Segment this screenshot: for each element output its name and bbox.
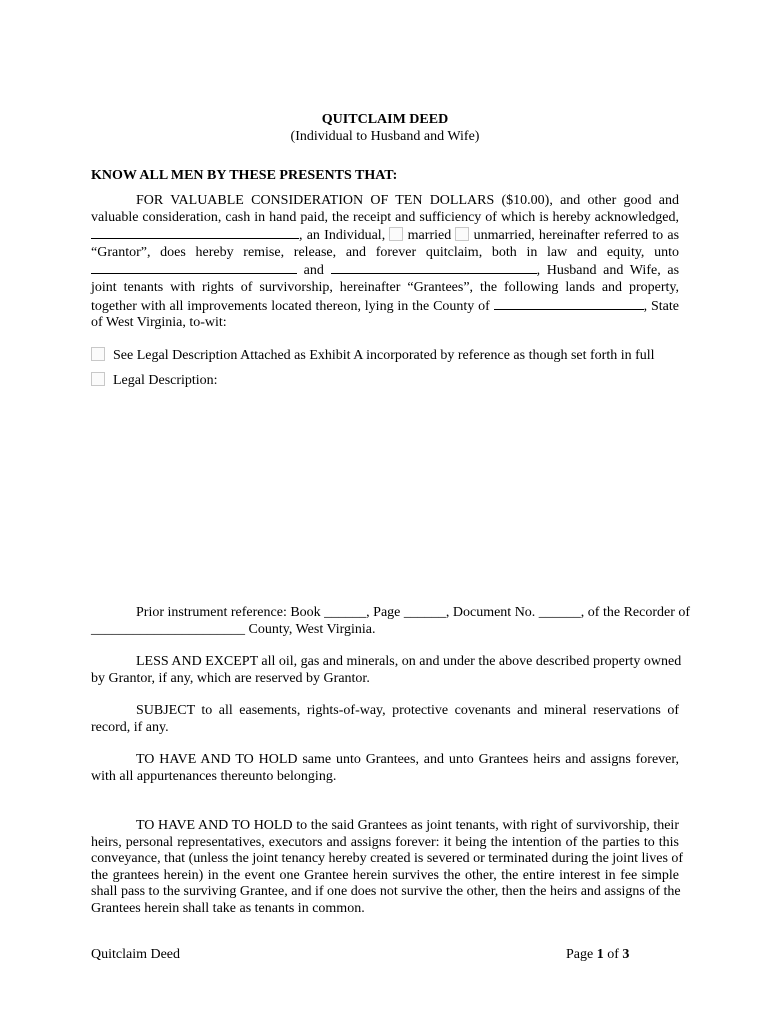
para-line: TO HAVE AND TO HOLD to the said Grantees as joint tenants, with right of survivorship, their xyxy=(136,818,679,833)
para-line: the grantees herein) in the event one Grantee herein survives the other, the entire interest in fee simple xyxy=(91,867,679,883)
para-line: TO HAVE AND TO HOLD same unto Grantees, and unto Grantees heirs and assigns forever, xyxy=(136,752,679,767)
exhibit-a-checkbox[interactable] xyxy=(91,347,105,361)
document-title: QUITCLAIM DEED xyxy=(321,112,449,127)
para-text: and xyxy=(303,263,324,279)
para-text: , an Individual, xyxy=(299,228,386,244)
unmarried-checkbox[interactable] xyxy=(455,227,469,241)
para-line xyxy=(91,297,679,316)
prior-instrument-paragraph xyxy=(91,605,691,638)
para-line: joint tenants with rights of survivorship, hereinafter “Grantees”, the following lands and property, xyxy=(91,279,679,295)
grantor-name-field[interactable] xyxy=(91,226,299,239)
para-line: SUBJECT to all easements, rights-of-way, protective covenants and mineral reservations of xyxy=(136,703,679,718)
married-label: married xyxy=(407,228,452,244)
document-subtitle: (Individual to Husband and Wife) xyxy=(290,129,480,144)
para-line: valuable consideration, cash in hand paid, the receipt and sufficiency of which is hereby acknowledged, xyxy=(91,209,679,225)
para-line: with all appurtenances thereunto belonging. xyxy=(91,768,337,784)
para-line: by Grantor, if any, which are reserved by Grantor. xyxy=(91,670,370,686)
para-line: record, if any. xyxy=(91,719,169,735)
grantee1-name-field[interactable] xyxy=(91,261,297,274)
section-heading: KNOW ALL MEN BY THESE PRESENTS THAT: xyxy=(91,168,398,183)
para-line: Grantees herein shall take as tenants in common. xyxy=(91,900,365,916)
of-word: of xyxy=(607,947,619,962)
para-line xyxy=(91,226,679,245)
grantee2-name-field[interactable] xyxy=(331,261,537,274)
para-line: LESS AND EXCEPT all oil, gas and minerals, on and under the above described property owned xyxy=(136,654,682,669)
consideration-paragraph xyxy=(91,193,679,332)
current-page: 1 xyxy=(596,947,604,962)
county-field[interactable] xyxy=(494,297,644,310)
exhibit-a-label: See Legal Description Attached as Exhibit A incorporated by reference as though set forth in full xyxy=(113,348,655,363)
survivorship-paragraph xyxy=(91,818,684,918)
para-line: Prior instrument reference: Book ______, Page ______, Document No. ______, of the Recorder of xyxy=(136,605,691,620)
para-text: together with all improvements located thereon, lying in the County of xyxy=(91,298,490,314)
para-line: conveyance, that (unless the joint tenancy hereby created is severed or terminated during the joint lives of xyxy=(91,851,684,867)
page-word: Page xyxy=(566,947,594,962)
less-and-except-paragraph xyxy=(91,654,682,687)
legal-description-checkbox[interactable] xyxy=(91,372,105,386)
para-text: unmarried, hereinafter referred to as xyxy=(473,228,680,244)
para-line: ______________________ County, West Virginia. xyxy=(91,621,376,637)
para-line: shall pass to the surviving Grantee, and if one does not survive the other, then the heirs and assigns of the xyxy=(91,884,681,900)
total-pages: 3 xyxy=(622,947,630,962)
para-line xyxy=(91,261,679,280)
legal-description-option xyxy=(91,372,218,389)
habendum-paragraph xyxy=(91,752,679,785)
married-checkbox[interactable] xyxy=(389,227,403,241)
para-text: , State xyxy=(643,298,679,314)
exhibit-a-option xyxy=(91,347,655,364)
para-text: , Husband and Wife, as xyxy=(536,263,680,279)
footer-page-number xyxy=(566,947,629,963)
subject-to-paragraph xyxy=(91,703,679,736)
footer-document-name: Quitclaim Deed xyxy=(91,947,181,962)
para-line: “Grantor”, does hereby remise, release, and forever quitclaim, both in law and equity, unto xyxy=(91,244,679,260)
para-line: of West Virginia, to-wit: xyxy=(91,315,227,331)
legal-description-label: Legal Description: xyxy=(113,373,218,388)
para-line: heirs, personal representatives, executors and assigns forever: it being the intention of the parties to this xyxy=(91,834,679,850)
para-line: FOR VALUABLE CONSIDERATION OF TEN DOLLARS ($10.00), and other good and xyxy=(136,193,679,208)
